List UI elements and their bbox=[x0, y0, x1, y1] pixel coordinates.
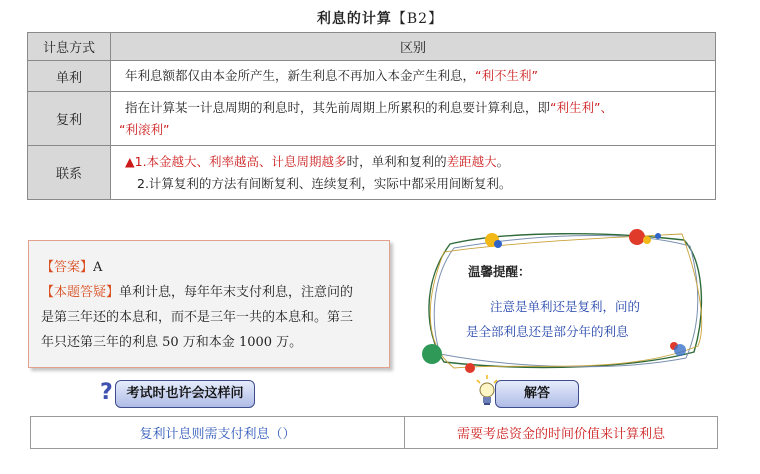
title-main: 利息的计算 bbox=[316, 11, 392, 27]
row-text: 年利息额都仅由本金所产生，新生利息不再加入本金产生利息， bbox=[125, 68, 476, 83]
explain-line-2: 是第三年还的本息和，而不是三年一共的本息和。第三 bbox=[41, 310, 354, 325]
row-highlight: “利滚利” bbox=[119, 121, 170, 137]
question-mark-icon: ? bbox=[100, 380, 113, 405]
column-header-difference: 区别 bbox=[111, 33, 716, 61]
table-row bbox=[28, 146, 716, 200]
explain-line-3: 年只还第三年的利息 50 万和本金 1000 万。 bbox=[41, 335, 303, 350]
table-row bbox=[28, 61, 716, 92]
row-label-simple: 单利 bbox=[28, 61, 111, 92]
row-label-compound: 复利 bbox=[28, 92, 111, 146]
answer-label: 解答 bbox=[495, 380, 579, 408]
qa-question: 复利计息则需支付利息（） bbox=[31, 417, 405, 449]
table-row bbox=[28, 92, 716, 146]
triangle-marker: ▲1. bbox=[125, 153, 147, 169]
row-highlight: “利不生利” bbox=[475, 68, 538, 83]
table-row bbox=[31, 417, 718, 449]
qa-answer: 需要考虑资金的时间价值来计算利息 bbox=[405, 417, 718, 449]
row-body-simple bbox=[111, 61, 716, 92]
answer-tag: 【答案】 bbox=[41, 260, 94, 275]
answer-value: A bbox=[93, 260, 103, 275]
row-highlight: “利生利”、 bbox=[550, 99, 613, 115]
explain-tag: 【本题答疑】 bbox=[41, 285, 120, 300]
comparison-table bbox=[27, 32, 716, 200]
row-body-relation bbox=[111, 146, 716, 200]
tip-title: 温馨提醒： bbox=[468, 264, 531, 279]
row-text: 指在计算某一计息周期的利息时，其先前周期上所累积的利息要计算利息，即 bbox=[125, 99, 551, 115]
tip-line-2: 是全部利息还是部分年的利息 bbox=[466, 324, 629, 339]
page-title bbox=[0, 8, 760, 28]
row-label-relation: 联系 bbox=[28, 146, 111, 200]
table-header-row bbox=[28, 33, 716, 61]
tip-line-1: 注意是单利还是复利，问的 bbox=[490, 299, 641, 314]
answer-box bbox=[28, 240, 390, 368]
row-body-compound bbox=[111, 92, 716, 146]
qa-table bbox=[30, 416, 718, 449]
relation-red-2: 差距越大 bbox=[446, 153, 497, 169]
relation-end: 。 bbox=[496, 153, 510, 169]
column-header-method: 计息方式 bbox=[28, 33, 111, 61]
exam-question-label: 考试时也许会这样问 bbox=[115, 380, 255, 408]
relation-line-2: 2.计算复利的方法有间断复利、连续复利，实际中都采用间断复利。 bbox=[137, 175, 512, 191]
relation-mid: 时，单利和复利的 bbox=[346, 153, 447, 169]
relation-red-1: 本金越大、利率越高、计息周期越多 bbox=[146, 153, 347, 169]
title-code: 【B2】 bbox=[391, 11, 444, 27]
explain-line-1: 单利计息，每年年末支付利息，注意问的 bbox=[119, 285, 354, 300]
